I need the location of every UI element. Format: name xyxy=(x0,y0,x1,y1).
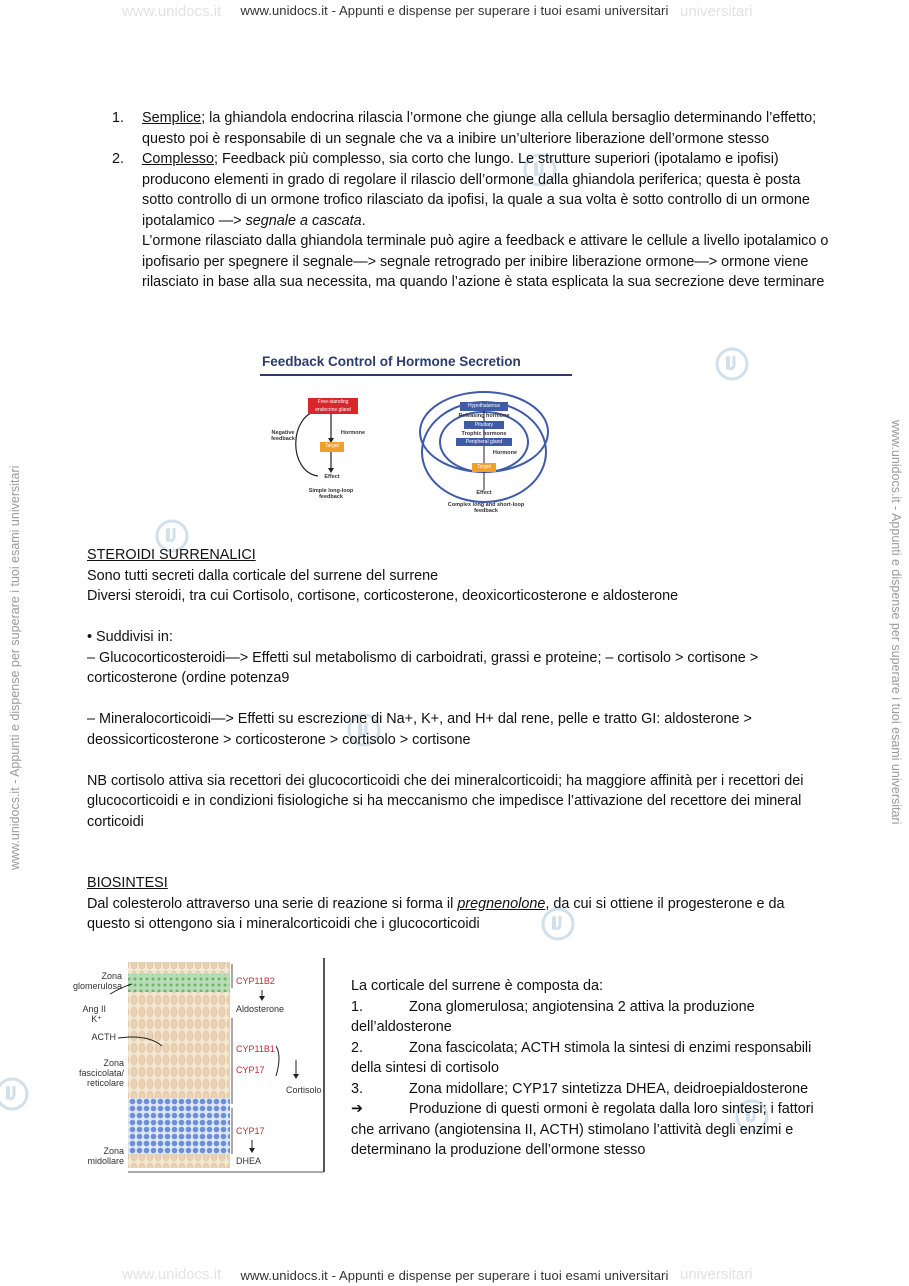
figure-title: Feedback Control of Hormone Secretion xyxy=(262,354,521,369)
watermark-ghost-left: www.unidocs.it xyxy=(122,3,222,20)
watermark-header: www.unidocs.it - Appunti e dispense per superare i tuoi esami universitari xyxy=(240,3,669,18)
watermark-footer: www.unidocs.it - Appunti e dispense per superare i tuoi esami universitari xyxy=(240,1268,669,1283)
hormone-label-right: Hormone xyxy=(492,450,518,456)
hypothalamus-box: Hypothalamus xyxy=(460,402,508,411)
list-item-semplice xyxy=(112,108,832,149)
corticale-description xyxy=(351,976,826,1161)
section-title-biosintesi: BIOSINTESI xyxy=(87,875,168,891)
target-box-left: Target xyxy=(320,442,344,452)
watermark-ghost-right-bottom: universitari xyxy=(680,1266,753,1283)
list-item-after: . xyxy=(361,212,366,229)
complex-feedback-caption: Complex long and short-loop feedback xyxy=(447,502,525,514)
zona-fascicolata-label: Zona fascicolata/ reticolare xyxy=(78,1058,124,1088)
arrow-icon: ➔ xyxy=(351,1101,364,1117)
enzyme-cyp11b1: CYP11B1 xyxy=(236,1044,275,1054)
effect-label-left: Effect xyxy=(324,474,340,480)
watermark-side-right: www.unidocs.it - Appunti e dispense per superare i tuoi esami universitari xyxy=(889,420,903,825)
steroidi-section xyxy=(87,545,827,832)
term-semplice: Semplice xyxy=(142,110,202,126)
enzyme-cyp11b2: CYP11B2 xyxy=(236,976,275,986)
corticale-item-text: Zona fascicolata; ACTH stimola la sintesi di enzimi responsabili della sintesi di cortisolo xyxy=(351,1039,812,1076)
list-item-text: Feedback più complesso, sia corto che lungo. Le strutture superiori (ipotalamo e ipofisi) producono elementi in grado di regolare il rilascio dell’ormone dalla ghiandola periferica; questa è posta sotto controllo di un ormone trofico rilasciato da ipofisi, la quale a sua volta è sotto controllo di un ormone ipotalamico —> xyxy=(142,151,810,229)
biosintesi-text-after: , da cui si ottiene il progesterone e da questo si ottengono sia i mineralcorticoidi che i glucocorticoidi xyxy=(87,895,785,932)
enzyme-cyp17-midollare: CYP17 xyxy=(236,1126,265,1136)
corticale-item xyxy=(351,1099,826,1161)
glucocorticoidi-paragraph: – Glucocorticosteroidi—> Effetti sul metabolismo di carboidrati, grassi e proteine; – cortisolo > cortisone > corticosterone (ordine potenza9 xyxy=(87,649,759,686)
steroidi-line-1: Sono tutti secreti dalla corticale del surrene del surrene xyxy=(87,567,439,584)
list-number: 1. xyxy=(112,110,125,126)
ang-ii-label: Ang II xyxy=(82,1004,106,1014)
corticale-item-text: Produzione di questi ormoni è regolata dalla loro sintesi; i fattori che arrivano (angiotensina II, ACTH) stimolano l’attività degli enzimi e determinano la produzione dell’ormone stesso xyxy=(351,1101,814,1158)
corticale-intro: La corticale del surrene è composta da: xyxy=(351,978,603,994)
nb-paragraph: NB cortisolo attiva sia recettori dei glucocorticoidi che dei mineralcorticoidi; ha maggiore affinità per i recettori dei glucocorticoidi e in condizioni fisiologiche si ha meccanismo che impedisce l’attivazione del recettore dei mineral corticoidi xyxy=(87,772,804,830)
potassium-label: K⁺ xyxy=(91,1014,102,1024)
zona-glomerulosa-label: Zona glomerulosa xyxy=(72,971,122,991)
unidocs-logo-icon xyxy=(0,1076,30,1112)
enzyme-cyp17-fascicolata: CYP17 xyxy=(236,1065,265,1075)
pregnenolone-term: pregnenolone xyxy=(457,895,546,912)
list-item-text: ; la ghiandola endocrina rilascia l’ormone che giunge alla cellula bersaglio determinando l’effetto; questo poi è responsabile di un segnale che va a inibire un’ulteriore liberazione dell’ormone stesso xyxy=(142,110,817,147)
mineralocorticoidi-paragraph: – Mineralocorticoidi—> Effetti su escrezione di Na+, K+, and H+ dal rene, pelle e tratto GI: aldosterone > deossicorticosterone > corticosterone > cortisolo > cortisone xyxy=(87,711,752,748)
biosintesi-section xyxy=(87,873,827,935)
corticale-item xyxy=(351,997,826,1038)
list-item-complesso xyxy=(112,149,832,293)
watermark-side-left: www.unidocs.it - Appunti e dispense per superare i tuoi esami universitari xyxy=(8,465,22,870)
effect-label-right: Effect xyxy=(476,490,492,496)
italic-phrase: segnale a cascata xyxy=(245,212,362,229)
section-title-steroidi: STEROIDI SURRENALICI xyxy=(87,547,256,563)
steroidi-line-2: Diversi steroidi, tra cui Cortisolo, cortisone, corticosterone, deoxicorticosterone e aldosterone xyxy=(87,588,679,604)
acth-label: ACTH xyxy=(91,1032,116,1042)
watermark-ghost-right: universitari xyxy=(680,3,753,20)
peripheral-gland-box: Peripheral gland xyxy=(456,438,512,446)
corticale-item-number: 2. xyxy=(351,1039,364,1056)
corticale-item-number: 3. xyxy=(351,1080,364,1097)
term-complesso: Complesso; xyxy=(142,151,218,167)
releasing-hormone-label: Releasing hormone xyxy=(458,413,510,419)
feedback-list xyxy=(112,108,832,293)
negative-feedback-label: Negative feedback xyxy=(271,430,295,442)
product-aldosterone: Aldosterone xyxy=(236,1004,285,1014)
product-dhea: DHEA xyxy=(236,1156,262,1166)
biosintesi-paragraph xyxy=(87,894,827,935)
corticale-item-text: Zona glomerulosa; angiotensina 2 attiva la produzione dell’aldosterone xyxy=(351,998,755,1035)
corticale-item-number: 1. xyxy=(351,998,364,1015)
product-cortisolo: Cortisolo xyxy=(286,1085,322,1095)
trophic-hormone-label: Trophic hormone xyxy=(461,431,507,437)
corticale-item xyxy=(351,1038,826,1079)
list-number: 2. xyxy=(112,151,125,167)
watermark-ghost-left-bottom: www.unidocs.it xyxy=(122,1266,222,1283)
corticale-item-text: Zona midollare; CYP17 sintetizza DHEA, deidroepialdosterone xyxy=(409,1080,809,1097)
unidocs-logo-icon xyxy=(714,346,750,382)
list-item-paragraph: L’ormone rilasciato dalla ghiandola terminale può agire a feedback e attivare le cellule a livello ipotalamico o ipofisario per spegnere il segnale—> segnale retrogrado per inibire liberazione ormone—> ormone viene rilasciato in base alla sua necessita, ma quando l’azione è stata esplicata la sua secrezione deve terminare xyxy=(142,233,829,290)
biosintesi-text-before: Dal colesterolo attraverso una serie di reazione si forma il xyxy=(87,895,458,912)
zona-midollare-label: Zona midollare xyxy=(87,1146,124,1166)
corticale-item xyxy=(351,1079,826,1100)
adrenal-cortex-figure xyxy=(66,958,338,1176)
target-box-right: Target xyxy=(472,463,496,472)
feedback-control-figure xyxy=(258,352,576,520)
free-standing-gland-box: Free-standing endocrine gland xyxy=(308,398,358,414)
pituitary-box: Pituitary xyxy=(464,421,504,429)
hormone-label-left: Hormone xyxy=(340,430,366,436)
suddivisi-line: • Suddivisi in: xyxy=(87,629,173,645)
simple-feedback-caption: Simple long-loop feedback xyxy=(308,488,354,500)
